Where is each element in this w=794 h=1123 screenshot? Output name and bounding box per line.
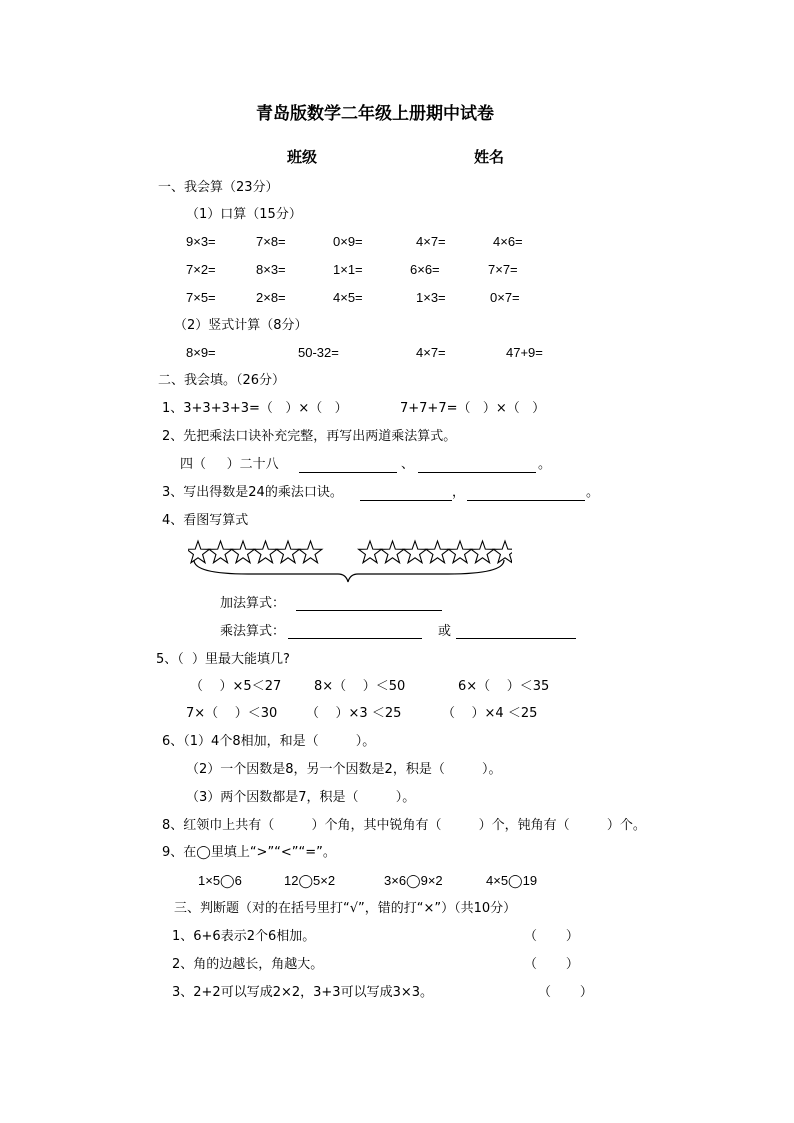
judge-paren-1[interactable]: （ ） [524,929,579,944]
vertical-item: 4×7= [416,345,446,360]
star-icon [449,541,472,563]
star-icon [404,541,427,563]
star-icon [254,541,277,563]
section-2-heading: 二、我会填。（26分） [158,373,286,388]
q4-mul-label: 乘法算式： [220,624,286,639]
q5-item: 6×（ ）＜35 [458,679,550,694]
star-icon [209,541,232,563]
star-icon [494,541,512,563]
q3-period: 。 [586,485,600,500]
q1-right: 7+7+7=（ ）×（ ） [400,401,546,416]
q2-separator: 、 [401,457,415,472]
q4-mul-answer-line-2[interactable] [456,638,576,639]
q2-text: 2、先把乘法口诀补充完整，再写出两道乘法算式。 [162,429,457,444]
q6-1: 6、（1）4个8相加，和是（ ）。 [162,734,376,749]
vertical-item: 8×9= [186,345,216,360]
oral-item: 0×9= [333,234,363,249]
brace-icon [194,560,504,582]
q5-item: （ ）×5＜27 [190,679,282,694]
vertical-item: 47+9= [506,345,543,360]
star-group-right [359,541,512,563]
q2-period: 。 [538,457,552,472]
oral-item: 9×3= [186,234,216,249]
q2-answer-line-2[interactable] [418,472,536,473]
q2-answer-line-1[interactable] [299,472,397,473]
q3-text: 3、写出得数是24的乘法口诀。 [162,485,343,500]
star-icon [381,541,404,563]
q9-item: 4×5◯19 [486,873,538,888]
oral-item: 7×2= [186,262,216,277]
vertical-item: 50-32= [298,345,339,360]
class-label: 班级 [287,148,318,166]
oral-item: 7×8= [256,234,286,249]
q4-add-answer-line[interactable] [296,610,442,611]
star-icon [426,541,449,563]
q3-answer-line-2[interactable] [467,500,585,501]
q3-comma: ， [452,485,466,500]
stars-figure [188,538,512,584]
oral-calc-heading: （1）口算（15分） [186,207,302,222]
q5-item: 8×（ ）＜50 [314,679,406,694]
star-icon [232,541,255,563]
oral-item: 6×6= [410,262,440,277]
oral-item: 7×7= [488,262,518,277]
q4-text: 4、看图写算式 [162,513,249,528]
q5-item: （ ）×3 ＜25 [306,706,402,721]
q4-add-label: 加法算式： [220,596,286,611]
oral-item: 1×1= [333,262,363,277]
q9-item: 3×6◯9×2 [384,873,443,888]
star-icon [299,541,322,563]
q9-item: 12◯5×2 [284,873,336,888]
oral-item: 4×7= [416,234,446,249]
q6-2: （2）一个因数是8，另一个因数是2，积是（ ）。 [186,762,502,777]
vertical-calc-heading: （2）竖式计算（8分） [174,318,308,333]
q8-text: 8、红领巾上共有（ ）个角，其中锐角有（ ）个，钝角有（ ）个。 [162,818,646,833]
q1-left: 1、3+3+3+3=（ ）×（ ） [162,401,348,416]
page-title: 青岛版数学二年级上册期中试卷 [256,104,494,124]
oral-item: 4×5= [333,290,363,305]
oral-item: 2×8= [256,290,286,305]
judge-item-2: 2、角的边越长，角越大。 [172,957,324,972]
judge-paren-2[interactable]: （ ） [524,957,579,972]
star-icon [471,541,494,563]
star-icon [277,541,300,563]
name-label: 姓名 [474,148,505,166]
q6-3: （3）两个因数都是7，积是（ ）。 [186,790,416,805]
section-3-heading: 三、判断题（对的在括号里打“√”，错的打“×”）（共10分） [174,901,517,916]
q5-item: 7×（ ）＜30 [186,706,278,721]
star-icon [359,541,382,563]
q5-item: （ ）×4 ＜25 [442,706,538,721]
q5-text: 5、（ ）里最大能填几? [156,652,290,667]
judge-item-3: 3、2+2可以写成2×2，3+3可以写成3×3。 [172,985,434,1000]
q4-or-label: 或 [438,624,452,639]
oral-item: 0×7= [490,290,520,305]
q9-text: 9、在◯里填上“>”“<”“=”。 [162,845,336,860]
judge-item-1: 1、6+6表示2个6相加。 [172,929,316,944]
judge-paren-3[interactable]: （ ） [538,985,593,1000]
oral-item: 7×5= [186,290,216,305]
star-group-left [188,541,322,563]
q3-answer-line-1[interactable] [360,500,452,501]
section-1-heading: 一、我会算（23分） [158,180,279,195]
oral-item: 8×3= [256,262,286,277]
q9-item: 1×5◯6 [198,873,242,888]
q4-mul-answer-line-1[interactable] [288,638,422,639]
oral-item: 4×6= [493,234,523,249]
star-icon [188,541,209,563]
oral-item: 1×3= [416,290,446,305]
q2-formula: 四（ ）二十八 [180,457,279,472]
